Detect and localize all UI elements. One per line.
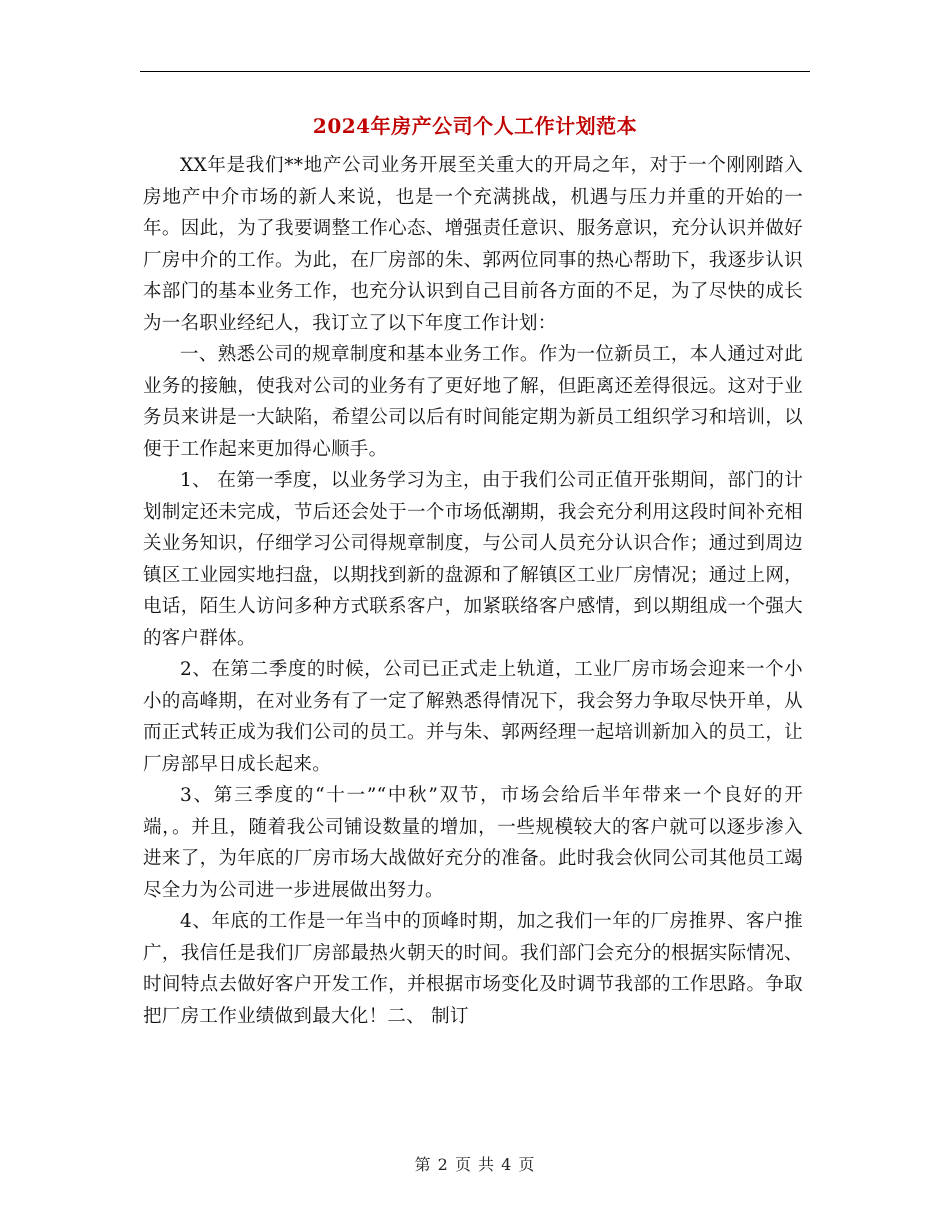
paragraph-section-1: 一、熟悉公司的规章制度和基本业务工作。作为一位新员工，本人通过对此业务的接触，使我对公司的业务有了更好地了解，但距离还差得很远。这对于业务员来讲是一大缺陷，希望公司以后有时间能定期为新员工组织学习和培训，以便于工作起来更加得心顺手。 <box>143 344 803 460</box>
paragraph-q1: 1、 在第一季度，以业务学习为主，由于我们公司正值开张期间，部门的计划制定还未完成，节后还会处于一个市场低潮期，我会充分利用这段时间补充相关业务知识，仔细学习公司得规章制度，与公司人员充分认识合作；通过到周边镇区工业园实地扫盘，以期找到新的盘源和了解镇区工业厂房情况；通过上网，电话，陌生人访问多种方式联系客户，加紧联络客户感情，到以期组成一个强大的客户群体。 <box>143 470 803 649</box>
page-footer <box>0 1152 950 1175</box>
paragraph-q3: 3、第三季度的“十一”“中秋”双节，市场会给后半年带来一个良好的开端，。并且，随着我公司铺设数量的增加，一些规模较大的客户就可以逐步渗入进来了，为年底的厂房市场大战做好充分的准备。此时我会伙同公司其他员工竭尽全力为公司进一步进展做出努力。 <box>143 785 803 901</box>
document-title: 2024年房产公司个人工作计划范本 <box>312 114 638 138</box>
paragraph-intro: XX年是我们**地产公司业务开展至关重大的开局之年，对于一个刚刚踏入房地产中介市场的新人来说，也是一个充满挑战，机遇与压力并重的开始的一年。因此，为了我要调整工作心态、增强责任意识、服务意识，充分认识并做好厂房中介的工作。为此，在厂房部的朱、郭两位同事的热心帮助下，我逐步认识本部门的基本业务工作，也充分认识到自己目前各方面的不足，为了尽快的成长为一名职业经纪人，我订立了以下年度工作计划： <box>143 155 803 334</box>
paragraph-q4: 4、年底的工作是一年当中的顶峰时期，加之我们一年的厂房推界、客户推广，我信任是我们厂房部最热火朝天的时间。我们部门会充分的根据实际情况、时间特点去做好客户开发工作，并根据市场变化及时调节我部的工作思路。争取把厂房工作业绩做到最大化！二、 制订 <box>143 911 803 1027</box>
page-number-label: 第 2 页 共 4 页 <box>414 1155 536 1174</box>
paragraph-q2: 2、在第二季度的时候，公司已正式走上轨道，工业厂房市场会迎来一个小小的高峰期，在对业务有了一定了解熟悉得情况下，我会努力争取尽快开单，从而正式转正成为我们公司的员工。并与朱、郭两经理一起培训新加入的员工，让厂房部早日成长起来。 <box>143 659 803 775</box>
document-body <box>143 150 803 1032</box>
header-rule <box>140 71 810 72</box>
